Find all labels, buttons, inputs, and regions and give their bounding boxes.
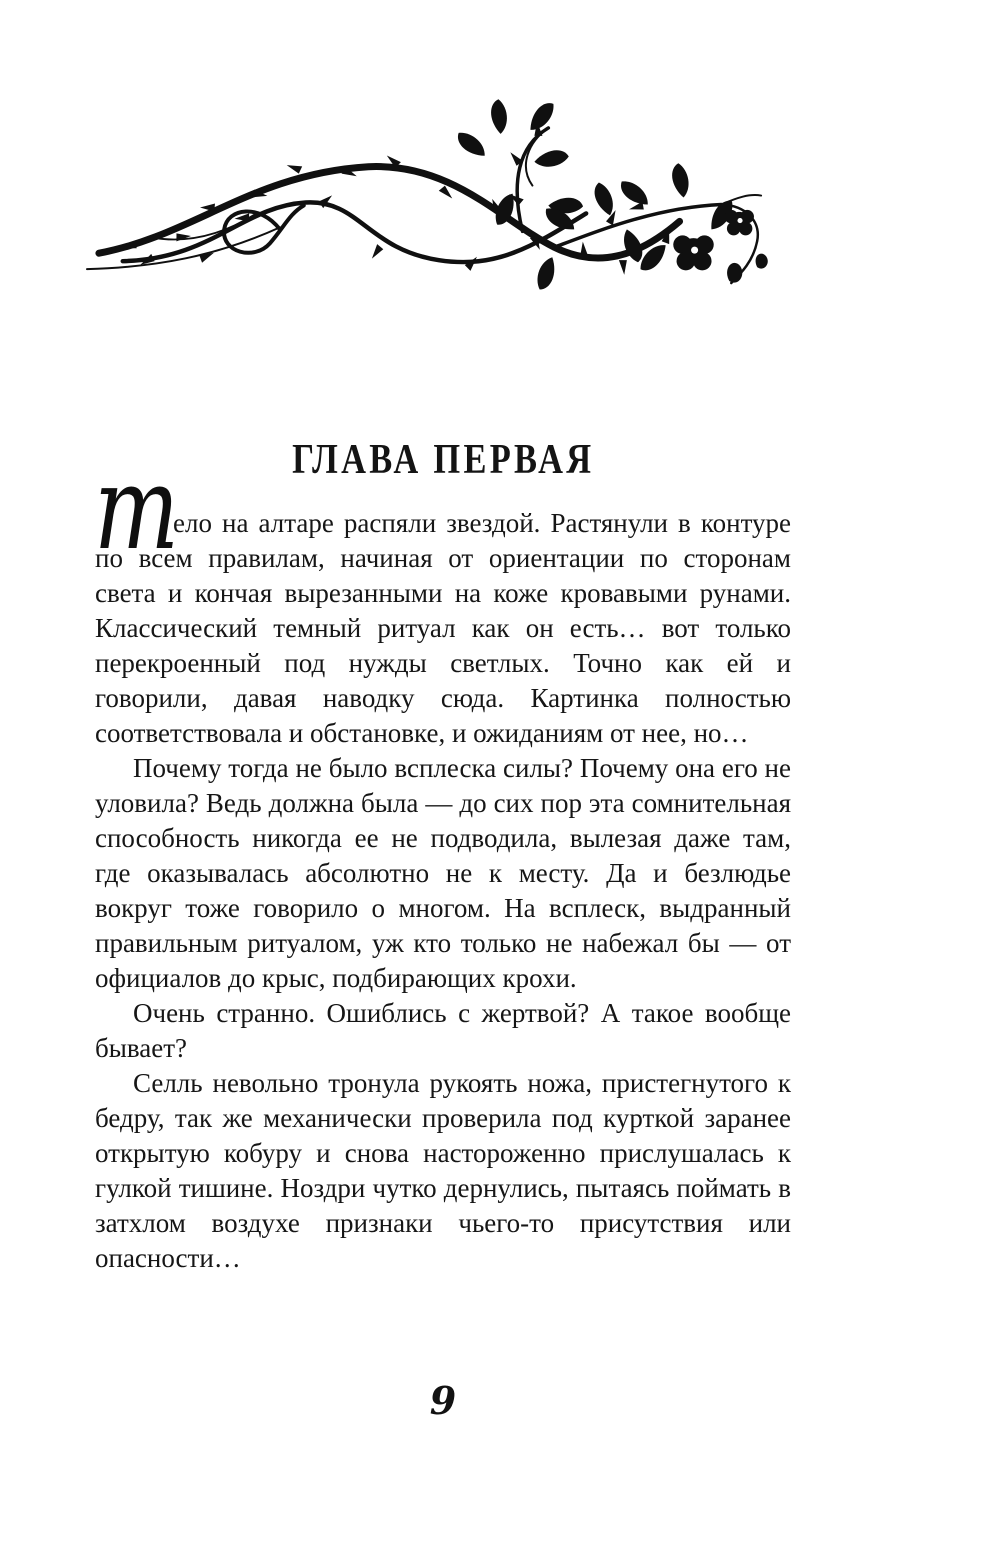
chapter-title-text: ГЛАВА ПЕРВАЯ: [291, 437, 595, 484]
paragraph-1: ело на алтаре распяли звездой. Растянули в контуре по всем правилам, начиная от ориентации по сторонам света и кончая вырезанными на коже кровавыми рунами. Классический темный ритуал как он есть… вот только перекроенный под нужды светлых. Точно как ей и говорили, давая наводку сюда. Картинка полностью соответствовала и обстановке, и ожиданиям от нее, но…: [95, 508, 791, 748]
vine-thorns: [122, 121, 677, 274]
vine-leaves: [455, 98, 740, 292]
vine-roses: [673, 210, 767, 283]
thorny-vine-ornament-icon: [85, 110, 781, 299]
paragraph-2: Почему тогда не было всплеска силы? Почему она его не уловила? Ведь должна была — до сих пор эта сомнительная способность никогда ее не подводила, вылезая даже там, где оказывалась абсолютно не к месту. Да и безлюдье вокруг тоже говорило о многом. На всплеск, выдранный правильным ритуалом, уж кто только не набежал бы — от официалов до крыс, подбирающих крохи.: [95, 753, 791, 993]
body-text: [95, 506, 791, 1276]
drop-cap-letter: т: [94, 442, 180, 576]
chapter-title: [95, 437, 791, 484]
paragraph-3: Очень странно. Ошиблись с жертвой? А такое вообще бывает?: [95, 998, 791, 1063]
vine-stems: [87, 128, 761, 283]
page-number: 9: [429, 1378, 457, 1423]
paragraph-4: Селль невольно тронула рукоять ножа, пристегнутого к бедру, так же механически проверила под курткой заранее открытую кобуру и снова настороженно прислушалась к гулкой тишине. Ноздри чутко дернулись, пытаясь поймать в затхлом воздухе признаки чьего-то присутствия или опасности…: [95, 1068, 791, 1273]
